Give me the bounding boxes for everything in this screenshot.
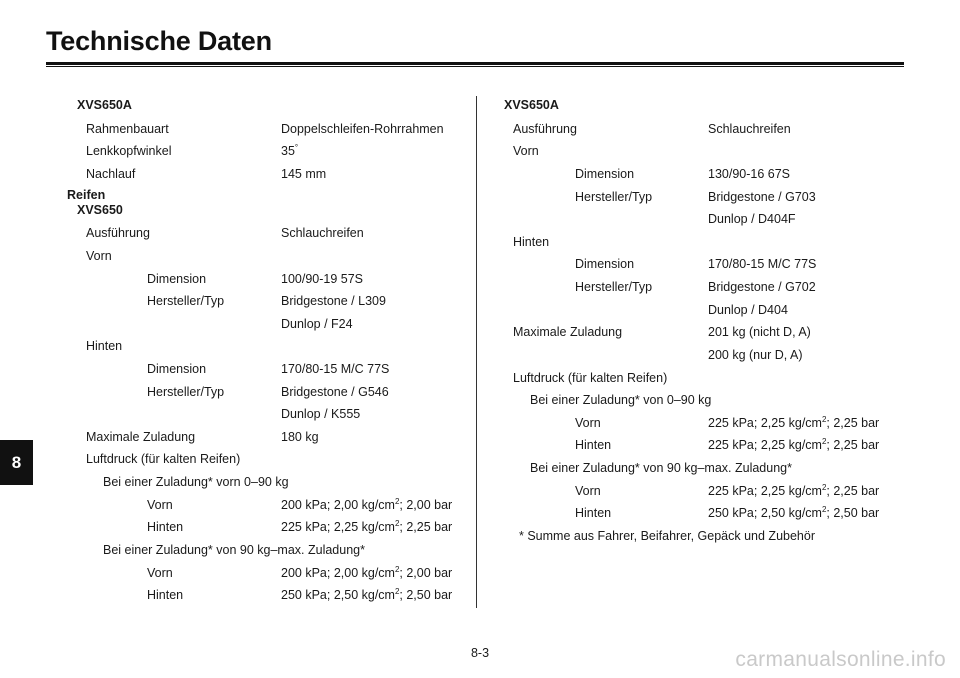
spec-value: Bridgestone / G703 [708, 190, 816, 204]
spec-value: 200 kPa; 2,00 $kg/cm^2$; 2,00 bar [281, 565, 453, 580]
spec-value: Dunlop / D404 [708, 303, 788, 317]
spec-value: Bridgestone / G702 [708, 280, 816, 294]
spec-label: Maximale Zuladung [86, 430, 196, 444]
spec-label: Dimension [147, 272, 207, 286]
spec-label: Nachlauf [86, 167, 136, 181]
watermark: carmanualsonline.info [735, 648, 946, 671]
spec-subheading: Bei einer Zuladung* von 90 kg–max. Zuladung* [530, 461, 792, 475]
spec-value: 200 kg (nur D, A) [708, 348, 803, 362]
page-number: 8-3 [470, 646, 490, 660]
spec-label: Ausführung [86, 226, 150, 240]
spec-label: Vorn [575, 416, 601, 430]
spec-value: Doppelschleifen-Rohrrahmen [281, 122, 444, 136]
spec-value: 145 mm [281, 167, 327, 181]
spec-value: 201 kg (nicht D, A) [708, 325, 811, 339]
section-heading: Reifen [67, 188, 106, 202]
spec-subheading: Vorn [86, 249, 112, 263]
spec-value: 35° [281, 143, 299, 158]
spec-value: Dunlop / F24 [281, 317, 353, 331]
page-title: Technische Daten [46, 26, 272, 56]
spec-subheading: Luftdruck (für kalten Reifen) [86, 452, 241, 466]
spec-label: Maximale Zuladung [513, 325, 623, 339]
spec-subheading: Bei einer Zuladung* von 90 kg–max. Zuladung* [103, 543, 365, 557]
column-divider [476, 96, 477, 608]
spec-label: Hinten [147, 520, 184, 534]
model-heading: XVS650A [504, 98, 559, 112]
spec-value: 200 kPa; 2,00 $kg/cm^2$; 2,00 bar [281, 497, 453, 512]
spec-value: Dunlop / K555 [281, 407, 361, 421]
spec-label: Vorn [147, 566, 173, 580]
spec-value: 170/80-15 M/C 77S [281, 362, 390, 376]
spec-subheading: Hinten [86, 339, 123, 353]
spec-value: 250 kPa; 2,50 $kg/cm^2$; 2,50 bar [281, 587, 453, 602]
spec-subheading: Bei einer Zuladung* von 0–90 kg [530, 393, 712, 407]
spec-value: 225 kPa; 2,25 $kg/cm^2$; 2,25 bar [708, 415, 880, 430]
spec-label: Hersteller/Typ [147, 385, 225, 399]
header-rule-thin [46, 66, 904, 67]
spec-label: Ausführung [513, 122, 577, 136]
spec-value: Bridgestone / G546 [281, 385, 389, 399]
model-heading: XVS650A [77, 98, 132, 112]
spec-label: Hersteller/Typ [575, 190, 653, 204]
spec-value: Bridgestone / L309 [281, 294, 386, 308]
spec-value: 170/80-15 M/C 77S [708, 257, 817, 271]
spec-label: Hersteller/Typ [147, 294, 225, 308]
spec-label: Hersteller/Typ [575, 280, 653, 294]
spec-value: 225 kPa; 2,25 $kg/cm^2$; 2,25 bar [708, 483, 880, 498]
spec-value: Schlauchreifen [281, 226, 364, 240]
spec-label: Hinten [575, 438, 612, 452]
spec-value: 100/90-19 57S [281, 272, 364, 286]
spec-value: Dunlop / D404F [708, 212, 796, 226]
spec-subheading: Bei einer Zuladung* vorn 0–90 kg [103, 475, 289, 489]
spec-value: 225 kPa; 2,25 $kg/cm^2$; 2,25 bar [281, 519, 453, 534]
spec-label: Dimension [147, 362, 207, 376]
model-heading: XVS650 [77, 203, 123, 217]
spec-label: Dimension [575, 167, 635, 181]
spec-subheading: Luftdruck (für kalten Reifen) [513, 371, 668, 385]
spec-label: Vorn [575, 484, 601, 498]
spec-subheading: Hinten [513, 235, 550, 249]
spec-label: Dimension [575, 257, 635, 271]
spec-value: Schlauchreifen [708, 122, 791, 136]
footnote: * Summe aus Fahrer, Beifahrer, Gepäck und Zubehör [519, 529, 815, 543]
spec-value: 130/90-16 67S [708, 167, 791, 181]
spec-label: Rahmenbauart [86, 122, 169, 136]
spec-label: Lenkkopfwinkel [86, 144, 172, 158]
spec-label: Vorn [147, 498, 173, 512]
spec-value: 180 kg [281, 430, 319, 444]
spec-label: Hinten [147, 588, 184, 602]
spec-value: 250 kPa; 2,50 $kg/cm^2$; 2,50 bar [708, 505, 880, 520]
chapter-tab: 8 [0, 440, 33, 485]
spec-value: 225 kPa; 2,25 $kg/cm^2$; 2,25 bar [708, 437, 880, 452]
spec-label: Hinten [575, 506, 612, 520]
spec-subheading: Vorn [513, 144, 539, 158]
header-rule [46, 62, 904, 65]
